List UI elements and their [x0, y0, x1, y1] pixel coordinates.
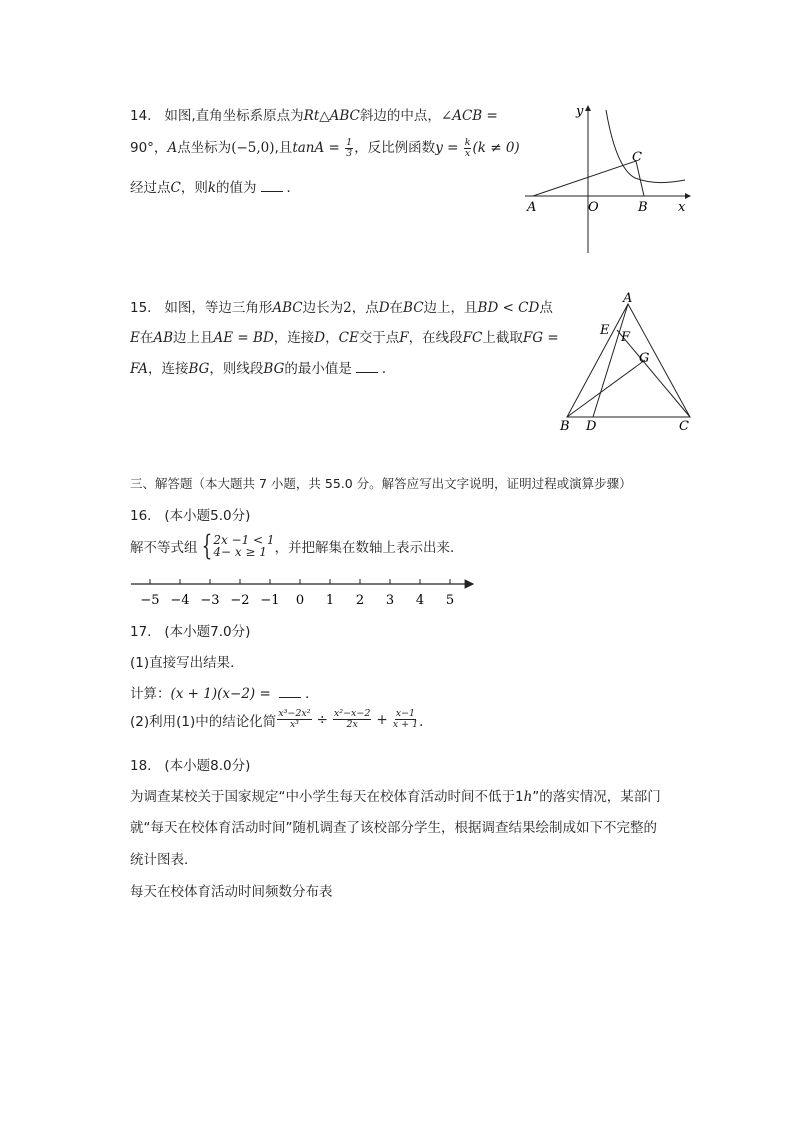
q14-frac-k-x [464, 138, 472, 159]
q15-math: BC [403, 300, 424, 316]
q14-math: (k ≠ 0) [472, 140, 520, 156]
q17-text: ． [419, 713, 433, 730]
q14-text: 点坐标为 [177, 140, 232, 156]
segment-ad [593, 304, 628, 417]
q14-angle: ∠ACB = [440, 108, 498, 124]
q15-text: 在 [389, 300, 404, 316]
q15-text: 边长为 [302, 300, 344, 316]
q14-answer-blank[interactable] [261, 179, 283, 192]
frac-num: x³−2x² [278, 708, 311, 719]
q15-line3 [130, 357, 395, 377]
q14-text: 90°， [130, 140, 168, 156]
q15-math: ABC [272, 300, 303, 316]
number-line-tick-label: −2 [230, 593, 250, 608]
q15-text: 边上，且 [423, 300, 478, 316]
brace-icon: { [201, 529, 212, 562]
q15-text: ， [325, 330, 339, 346]
fraction-1 [277, 709, 311, 730]
q16-body [130, 529, 464, 562]
label-e: E [600, 323, 610, 338]
q17-math: (x + 1)(x−2) = [170, 686, 276, 702]
frac-den: 3 [346, 147, 353, 159]
q14-text: 的值为 [216, 180, 257, 196]
q17-text: 计算： [130, 686, 171, 702]
q15-math: BD < CD [477, 300, 540, 316]
q15-math: D [378, 300, 390, 316]
q14-number: 14. [130, 108, 152, 124]
label-x: x [678, 200, 686, 215]
q15-math: AB [153, 330, 174, 346]
q14-math: y = [435, 140, 463, 156]
q15-text: ，点 [351, 300, 379, 316]
q17-score: (本小题7.0分) [164, 624, 251, 640]
number-line-tick-label: −4 [170, 593, 190, 608]
q14-figure [520, 98, 700, 256]
q14-math: k [207, 180, 217, 196]
q16-number: 16. [130, 508, 152, 524]
frac-den: x + 1 [392, 719, 419, 730]
q14-text: ,且 [274, 140, 293, 156]
q18-unit: h [523, 789, 533, 805]
q18-header [130, 754, 250, 774]
q14-text: 如图,直角坐标系原点为 [164, 108, 304, 124]
q14-math: tanA [292, 140, 325, 156]
q14-text: ，则 [180, 180, 208, 196]
q15-text: 交于点 [358, 330, 400, 346]
q15-math: BG [263, 361, 285, 377]
q15-text: 点 [539, 300, 553, 316]
q15-text: 在 [139, 330, 154, 346]
q15-math: 2 [343, 300, 352, 316]
q15-text: 的最小值是 [284, 361, 352, 377]
label-c: C [679, 419, 689, 434]
q15-line1 [130, 296, 553, 316]
q17-text: ． [305, 686, 319, 702]
q15-math: FC [462, 330, 483, 346]
q15-math: CE [338, 330, 359, 346]
q15-number: 15. [130, 300, 152, 316]
q15-text: 如图，等边三角形 [164, 300, 273, 316]
q14-line2 [130, 136, 520, 159]
q14-math: = [324, 140, 345, 156]
frac-den: x [464, 147, 471, 159]
fraction-2 [333, 709, 372, 730]
q15-math: E [130, 330, 140, 346]
q14-math: A [167, 140, 178, 156]
divide-operator: ÷ [316, 711, 328, 728]
q14-math: Rt [303, 108, 320, 124]
frac-den: x³ [289, 719, 299, 730]
label-y: y [576, 104, 584, 119]
q14-coord: (−5,0) [231, 140, 275, 156]
frac-num: x²−x−2 [333, 708, 371, 719]
q15-math: F [399, 330, 409, 346]
label-g: G [639, 351, 650, 366]
q14-text: 经过点 [130, 180, 171, 196]
q14-text: ． [286, 180, 301, 196]
number-line-tick-label: −1 [260, 593, 280, 608]
q16-text: ，并把解集在数轴上表示出来． [274, 540, 464, 556]
q14-frac-one-third [345, 138, 353, 159]
number-line [128, 574, 482, 610]
label-c: C [632, 150, 642, 165]
number-line-tick-label: 2 [355, 593, 365, 608]
q18-table-title: 每天在校体育活动时间频数分布表 [130, 884, 333, 900]
q15-text: ，则线段 [209, 361, 264, 377]
number-line-tick-label: 1 [325, 593, 335, 608]
q15-text: ． [381, 361, 396, 377]
q18-score: (本小题8.0分) [164, 758, 251, 774]
q15-text: ，连接 [147, 361, 189, 377]
label-a: A [623, 292, 633, 306]
q18-line3: 统计图表． [130, 852, 198, 868]
number-line-ticks [140, 579, 454, 608]
frac-num: 1 [346, 136, 353, 148]
inequality-1: 2x −1 < 1 [213, 533, 275, 547]
q14-triangle-symbol: △ [319, 108, 330, 124]
q15-math: BG [188, 361, 210, 377]
plus-operator: + [376, 711, 388, 728]
label-d: D [586, 419, 597, 434]
q15-text: 上截取 [482, 330, 523, 346]
q18-line2: 就“每天在校体育活动时间”随机调查了该校部分学生，根据调查结果绘制成如下不完整的 [130, 820, 657, 836]
number-line-tick-label: 4 [415, 593, 425, 608]
q18-line1 [130, 785, 661, 805]
label-f: F [621, 330, 631, 345]
inequality-system [198, 529, 275, 562]
segment-bg [567, 360, 645, 417]
q15-answer-blank[interactable] [356, 360, 378, 373]
label-o: O [588, 200, 599, 215]
label-b: B [560, 419, 570, 434]
number-line-tick-label: 5 [445, 593, 455, 608]
q18-text: 为调查某校关于国家规定“中小学生每天在校体育活动时间不低于1 [130, 789, 524, 805]
q18-text: ”的落实情况，某部门 [532, 789, 661, 805]
q17-part2 [130, 709, 433, 730]
q17-header [130, 620, 250, 640]
number-line-tick-label: −5 [140, 593, 160, 608]
hyperbola-curve [606, 110, 685, 183]
q15-math: FA [130, 361, 148, 377]
q14-math: ABC [329, 108, 360, 124]
q15-math: AE = BD [213, 330, 274, 346]
frac-num: k [464, 136, 471, 148]
q15-text: ，连接 [273, 330, 315, 346]
q16-text: 解不等式组 [130, 540, 198, 556]
label-b: B [638, 200, 648, 215]
q17-answer-blank[interactable] [279, 685, 301, 698]
q14-line3 [130, 176, 300, 196]
fraction-3 [393, 709, 418, 730]
label-a: A [527, 200, 537, 215]
q15-figure [552, 292, 702, 437]
q15-math: FG = [522, 330, 559, 346]
q16-header [130, 504, 250, 524]
frac-den: 2x [346, 719, 358, 730]
q14-line1 [130, 104, 498, 124]
q15-math: D [314, 330, 326, 346]
q14-text: ，反比例函数 [354, 140, 436, 156]
q14-text: 斜边的中点， [359, 108, 441, 124]
inequality-lines [213, 534, 274, 558]
frac-num: x−1 [395, 708, 416, 719]
q15-line2 [130, 326, 559, 346]
q15-text: 边上且 [173, 330, 214, 346]
number-line-tick-label: 3 [385, 593, 395, 608]
q17-part1: (1)直接写出结果． [130, 655, 244, 671]
inequality-2: 4− x ≥ 1 [213, 545, 267, 559]
q17-calc [130, 682, 319, 702]
number-line-tick-label: −3 [200, 593, 220, 608]
q16-score: (本小题5.0分) [164, 508, 251, 524]
q17-number: 17. [130, 624, 152, 640]
q18-number: 18. [130, 758, 152, 774]
number-line-tick-label: 0 [295, 593, 305, 608]
triangle-abc [567, 304, 690, 417]
q14-math: C [170, 180, 181, 196]
q17-text: (2)利用(1)中的结论化简 [130, 713, 277, 730]
q15-text: ，在线段 [408, 330, 463, 346]
section-3-header: 三、解答题（本大题共 7 小题，共 55.0 分。解答应写出文字说明，证明过程或演算步骤） [130, 476, 632, 491]
